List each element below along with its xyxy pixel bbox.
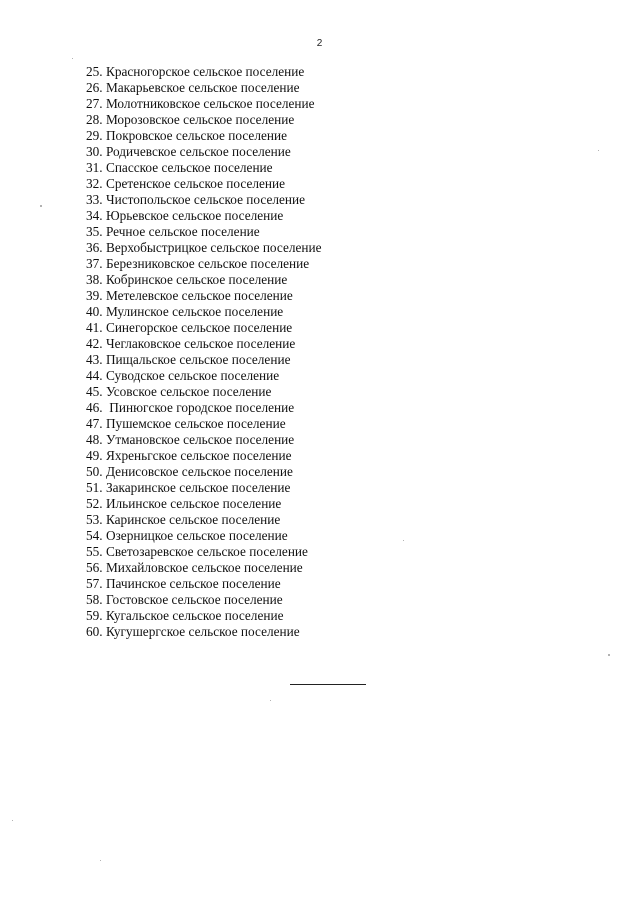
list-item: 36. Верхобыстрицкое сельское поселение [86,240,322,255]
list-item: 40. Мулинское сельское поселение [86,304,284,319]
list-item: 59. Кугальское сельское поселение [86,608,284,623]
scan-speck [403,540,404,541]
list-item: 30. Родичевское сельское поселение [86,144,291,159]
list-item: 26. Макарьевское сельское поселение [86,80,300,95]
list-item: 44. Суводское сельское поселение [86,368,280,383]
scan-speck [598,150,599,151]
settlement-list [86,64,322,640]
scan-speck [12,820,13,821]
list-item: 34. Юрьевское сельское поселение [86,208,284,223]
list-item: 56. Михайловское сельское поселение [86,560,303,575]
list-item: 31. Спасское сельское поселение [86,160,273,175]
list-item: 55. Светозаревское сельское поселение [86,544,308,559]
end-divider [290,684,366,685]
list-item: 28. Морозовское сельское поселение [86,112,295,127]
scan-speck [608,654,610,656]
list-item: 58. Гостовское сельское поселение [86,592,283,607]
list-item: 46. Пинюгское городское поселение [86,400,295,415]
scan-speck [72,58,73,59]
list-item: 39. Метелевское сельское поселение [86,288,293,303]
list-item: 37. Березниковское сельское поселение [86,256,310,271]
list-item: 48. Утмановское сельское поселение [86,432,295,447]
list-item: 38. Кобринское сельское поселение [86,272,288,287]
list-item: 33. Чистопольское сельское поселение [86,192,306,207]
list-item: 25. Красногорское сельское поселение [86,64,305,79]
scan-speck [100,860,101,861]
list-item: 35. Речное сельское поселение [86,224,260,239]
list-item: 32. Сретенское сельское поселение [86,176,286,191]
list-item: 49. Яхреньгское сельское поселение [86,448,292,463]
list-item: 43. Пищальское сельское поселение [86,352,291,367]
list-item: 27. Молотниковское сельское поселение [86,96,315,111]
list-item: 60. Кугушергское сельское поселение [86,624,300,639]
scan-speck [270,700,271,701]
list-item: 50. Денисовское сельское поселение [86,464,293,479]
list-item: 42. Чеглаковское сельское поселение [86,336,296,351]
list-item: 29. Покровское сельское поселение [86,128,287,143]
list-item: 52. Ильинское сельское поселение [86,496,282,511]
scan-speck [40,205,42,207]
list-item: 41. Синегорское сельское поселение [86,320,293,335]
list-item: 57. Пачинское сельское поселение [86,576,281,591]
page-number: 2 [316,38,323,49]
list-item: 45. Усовское сельское поселение [86,384,272,399]
list-item: 47. Пушемское сельское поселение [86,416,286,431]
list-item: 54. Озерницкое сельское поселение [86,528,288,543]
list-item: 53. Каринское сельское поселение [86,512,281,527]
list-item: 51. Закаринское сельское поселение [86,480,291,495]
